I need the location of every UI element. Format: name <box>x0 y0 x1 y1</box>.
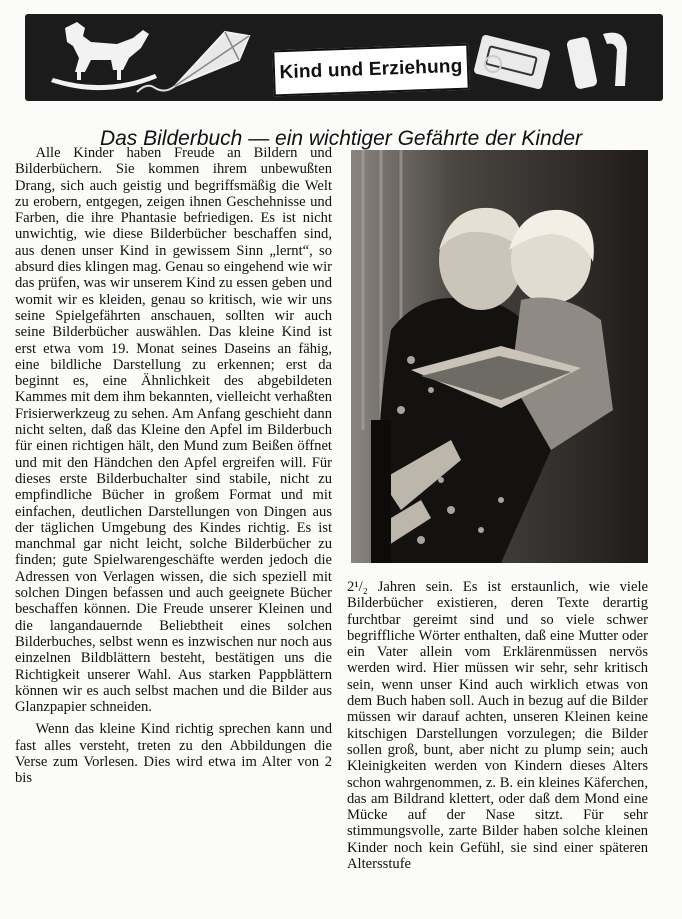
toy-figures-icon <box>566 33 627 90</box>
toy-box-icon <box>473 34 551 90</box>
paragraph: Wenn das kleine Kind richtig sprechen kann und fast alles versteht, treten zu den Abbildungen die Verse zum Vorlesen. Dies wird etwa im Alter von 2 bis <box>15 721 332 787</box>
rocking-horse-icon <box>51 22 157 90</box>
section-label <box>272 44 469 97</box>
paragraph: Alle Kinder haben Freude an Bildern und Bilderbüchern. Sie kommen ihrem unbewußten Drang, sich auch geistig und begriffsmäßig die Welt zu erobern, entgegen, zeigen ihnen Geschehnisse und Farben, die ihre Phantasie befriedigen. Es ist nicht unwichtig, wie diese Bilderbücher beschaffen sind, aus denen unser Kind in gewissem Sinn „lernt“, so absurd dies klingen mag. Genau so eingehend wie wir das prüfen, was wir unserem Kind zu essen geben und womit wir es kleiden, genau so kritisch, wie wir uns seine Spielgefährten anschauen, sollten wir auch seine Bilderbücher auswählen. Das kleine Kind ist erst etwa vom 19. Monat seines Daseins an fähig, eine bildliche Darstellung zu erkennen; erst da beginnt es, eine Ähnlichkeit des abgebildeten Kammes mit dem ihm bekannten, vielleicht verhaßten Frisierwerkzeug zu sehen. Am Anfang geschieht dann nicht selten, daß das Kleine den Apfel im Bilderbuch für einen richtigen hält, den Mund zum Beißen öffnet und mit den Händchen den Apfel ergreifen will. Für dieses erste Bilderbuchalter sind stabile, nicht zu empfindliche Bücher in großem Format und mit einfachen, deutlichen Darstellungen von Dingen aus der täglichen Umgebung des Kindes richtig. Es ist manchmal gar nicht leicht, solche Bilderbücher zu finden; gute Spielwarengeschäfte werden jedoch die Adressen von Verlagen wissen, die sich speziell mit solchen Dingen befassen und auch geeignete Bücher beschaffen können. Die Freude unserer Kleinen und die langandauernde Beliebtheit eines solchen Bilderbuches, selbst wenn es inzwischen nur noch aus einzelnen Bildblättern besteht, bestätigen uns die Richtigkeit unserer Wahl. Aus starken Pappblättern können wir es auch selbst machen und die Bilder aus Glanzpapier schneiden. <box>15 145 332 716</box>
paragraph: 2¹/₂ Jahren sein. Es ist erstaunlich, wie viele Bilderbücher existieren, deren Texte derartig furchtbar gereimt sind und so viele schwer begriffliche Wörter enthalten, daß eine Mutter oder ein Vater allein vom Erklärenmüssen nervös werden wird. Hier müssen wir sehr, sehr kritisch sein, wenn unser Kind auch wirklich etwas von dem Buch haben soll. Auch in bezug auf die Bilder müssen wir darauf achten, unseren Kleinen keine kitschigen Darstellungen vorzulegen; die Bilder sollen groß, bunt, aber nicht zu plump sein; auch Kleinigkeiten werden von Kindern dieses Alters schon wahrgenommen, z. B. ein kleines Käferchen, das am Bildrand klettert, oder daß dem Mond eine Mücke auf der Nase sitzt. Für sehr stimmungsvolle, zarte Bilder haben solche kleinen Kinder noch kein Gefühl, sie sind einer späteren Altersstufe <box>347 579 648 873</box>
article-title: Das Bilderbuch — ein wichtiger Gefährte der Kinder <box>99 127 583 151</box>
article-column-right <box>347 579 648 872</box>
article-photo <box>351 150 648 563</box>
article-column-left <box>15 145 332 787</box>
mother-child-reading-photo <box>351 150 648 563</box>
kite-icon <box>137 32 249 92</box>
section-label-text: Kind und Erziehung <box>279 55 463 84</box>
section-banner <box>25 14 663 101</box>
